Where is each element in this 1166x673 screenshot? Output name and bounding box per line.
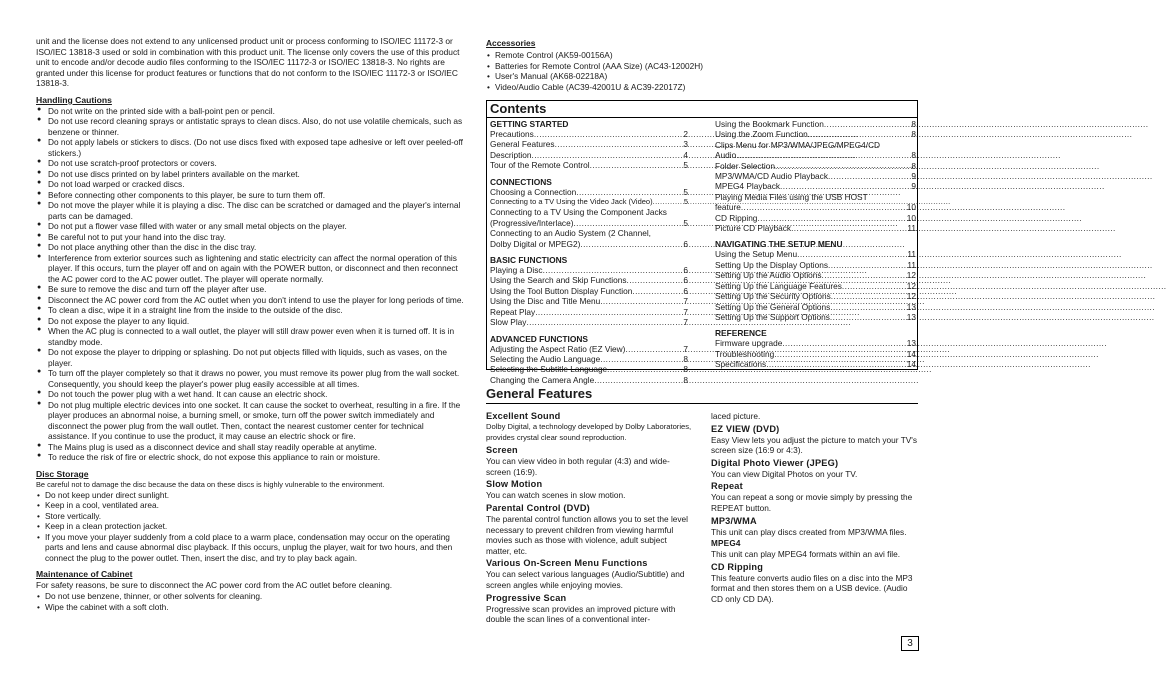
toc-entry-text: Setting Up the General Options (715, 301, 831, 312)
toc-page-number: 8 (683, 353, 688, 364)
handling-caution-item: ● Interference from exterior sources such as lightening and static electricity can affect the normal operation of this player. If this occurs, turn the player off and on again with the POWER button, or disconnect and then reconnect the AC power cord to the AC power outlet. The player will operate normally. (36, 253, 466, 285)
license-paragraph: unit and the license does not extend to any unlicensed product unit or process conforming to ISO/IEC 11172-3 or ISO/IEC 13818-3 used or sold in combination with this product unit. The license only covers the use of this product unit to encode and/or decode audio files conforming to the ISO/IEC 11172-3 or ISO/IEC 13818-3. No rights are granted under this license for product features or functions that do not conform to the ISO/IEC 11172-3 or ISO/IEC 13818-3. (36, 36, 460, 89)
toc-entry[interactable] (715, 223, 916, 233)
toc-entry[interactable] (490, 375, 688, 385)
toc-entry-text: Playing Media Files using the USB HOST (715, 191, 868, 202)
toc-entry[interactable] (490, 218, 688, 228)
toc-leader-dots (791, 223, 906, 233)
toc-page-number: 6 (683, 265, 688, 276)
toc-entry[interactable] (490, 307, 688, 317)
toc-entry[interactable] (490, 150, 688, 160)
toc-leader-dots (828, 260, 906, 270)
toc-leader-dots (782, 338, 905, 348)
toc-entry[interactable] (715, 281, 916, 291)
toc-entry-text: Repeat Play (490, 306, 536, 317)
toc-page-number: 8 (911, 119, 916, 129)
feature-heading: Digital Photo Viewer (JPEG) (711, 457, 839, 468)
toc-leader-dots (532, 150, 683, 160)
feature-heading: Slow Motion (486, 479, 543, 490)
toc-entry-text: Setting Up the Display Options (715, 259, 828, 270)
feature-heading: EZ VIEW (DVD) (711, 423, 780, 434)
toc-page-number: 11 (907, 223, 916, 234)
toc-entry-text: Using the Disc and Title Menu (490, 296, 601, 307)
toc-leader-dots (607, 364, 682, 374)
toc-entry-text: Slow Play (490, 317, 527, 328)
toc-entry[interactable] (715, 119, 916, 129)
storage-intro: Be careful not to damage the disc because the data on these discs is highly vulnerable to the environment. (36, 479, 385, 489)
toc-section-heading: NAVIGATING THE SETUP MENU (715, 239, 843, 250)
toc-entry[interactable] (490, 364, 688, 374)
toc-entry[interactable] (490, 344, 688, 354)
features-right-column (711, 411, 918, 605)
toc-entry[interactable] (490, 275, 688, 285)
cabinet-item: • Do not use benzene, thinner, or other solvents for cleaning. (36, 591, 466, 602)
toc-page-number: 8 (911, 129, 916, 140)
contents-box (486, 100, 918, 385)
handling-heading: Handling Cautions (36, 94, 112, 105)
toc-entry-text: Precautions (490, 129, 534, 139)
toc-leader-dots (797, 249, 906, 259)
toc-page-number: 7 (683, 306, 688, 317)
toc-page-number: 12 (906, 270, 916, 281)
handling-caution-item: ● To reduce the risk of fire or electric shock, do not expose this appliance to rain or moisture. (36, 452, 466, 463)
toc-page-number: 5 (683, 186, 688, 197)
toc-page-number: 12 (906, 280, 916, 291)
toc-page-number: 13 (906, 311, 916, 322)
toc-section-heading: REFERENCE (715, 328, 767, 339)
handling-caution-item: ● The Mains plug is used as a disconnect device and shall stay readily operable at anytime. (36, 442, 466, 453)
toc-leader-dots (580, 239, 682, 249)
handling-caution-item: ● Before connecting other components to this player, be sure to turn them off. (36, 190, 466, 201)
toc-leader-dots (741, 202, 906, 212)
toc-leader-dots (526, 317, 682, 327)
toc-leader-dots (775, 161, 910, 171)
accessory-item: • Remote Control (AK59-00156A) (486, 50, 918, 61)
toc-leader-dots (576, 187, 682, 197)
toc-entry[interactable] (715, 161, 916, 171)
toc-page-number: 8 (911, 160, 916, 171)
toc-entry[interactable] (715, 213, 916, 223)
toc-page-number: 13 (906, 301, 916, 312)
toc-entry-text: Description (490, 149, 532, 160)
toc-entry-text: Setting Up the Audio Options (715, 270, 822, 281)
toc-entry[interactable] (490, 197, 688, 207)
toc-entry[interactable] (715, 302, 916, 312)
toc-entry-text: feature (715, 202, 741, 213)
toc-page-number: 5 (683, 160, 688, 171)
toc-leader-dots (828, 171, 910, 181)
handling-caution-item: ● To clean a disc, wipe it in a straight line from the inside to the outside of the disc. (36, 305, 466, 316)
toc-entry[interactable] (715, 338, 916, 348)
toc-leader-dots (590, 160, 683, 170)
toc-leader-dots (600, 354, 682, 364)
storage-item: • Store vertically. (36, 511, 466, 522)
feature-description: The parental control function allows you to set the level necessary to prevent children from viewing harmful movies such as those with violence, adult subject matter, etc. (486, 513, 689, 556)
handling-caution-item: ● Do not load warped or cracked discs. (36, 179, 466, 190)
toc-entry-text: Folder Selection (715, 160, 775, 171)
toc-entry-text: Firmware upgrade (715, 338, 783, 349)
toc-leader-dots (555, 139, 683, 149)
handling-caution-item: ● Do not use record cleaning sprays or antistatic sprays to clean discs. Also, do not use volatile chemicals, such as benzene or thinner. (36, 116, 466, 137)
storage-list (36, 490, 466, 564)
toc-leader-dots (757, 213, 905, 223)
feature-heading: MPEG4 (711, 539, 741, 549)
toc-entry[interactable] (490, 239, 688, 249)
toc-leader-dots (600, 296, 682, 306)
feature-description: You can view Digital Photos on your TV. (711, 468, 858, 479)
toc-leader-dots (594, 375, 682, 385)
handling-caution-item: ● Do not place anything other than the disc in the disc tray. (36, 242, 466, 253)
toc-page-number: 7 (683, 317, 688, 328)
feature-description: laced picture. (711, 411, 761, 421)
toc-leader-dots (573, 218, 682, 228)
feature-heading: Screen (486, 445, 518, 456)
toc-page-number: 8 (911, 150, 916, 161)
toc-entry-text: Specifications (715, 359, 767, 370)
toc-entry-text: Using the Tool Button Display Function (490, 285, 633, 296)
storage-item: • Keep in a cool, ventilated area. (36, 500, 466, 511)
handling-caution-item: ● Do not put a flower vase filled with water or any small metal objects on the player. (36, 221, 466, 232)
toc-entry-text: Using the Setup Menu (715, 249, 798, 260)
toc-leader-dots (774, 349, 906, 359)
toc-entry[interactable] (490, 354, 688, 364)
toc-entry[interactable] (490, 317, 688, 327)
cabinet-item: • Wipe the cabinet with a soft cloth. (36, 602, 466, 613)
toc-entry[interactable] (490, 286, 688, 296)
toc-entry-text: Tour of the Remote Control (490, 160, 590, 171)
handling-caution-item: ● Do not apply labels or stickers to discs. (Do not use discs fixed with exposed tape adhesive or left over peeled-off stickers.) (36, 137, 466, 158)
toc-entry[interactable] (715, 270, 916, 280)
handling-list (36, 106, 466, 463)
general-features-title: General Features (486, 385, 918, 404)
handling-caution-item: ● When the AC plug is connected to a wall outlet, the player will still draw power even when it is turned off. It is in standby mode. (36, 326, 466, 347)
toc-leader-dots (842, 281, 906, 291)
toc-entry-text: Selecting the Audio Language (490, 353, 601, 364)
toc-entry-text: Setting Up the Language Features (715, 280, 842, 291)
toc-page-number: 12 (906, 291, 916, 302)
accessories-list (486, 50, 918, 92)
feature-heading: Progressive Scan (486, 592, 567, 603)
toc-entry-text: Setting Up the Support Options (715, 311, 830, 322)
features-left-column (486, 411, 693, 625)
toc-entry[interactable] (715, 312, 916, 322)
handling-caution-item: ● Do not use discs printed on by label printers available on the market. (36, 169, 466, 180)
toc-leader-dots (766, 359, 906, 369)
toc-entry[interactable] (715, 249, 916, 259)
toc-page-number: 6 (683, 238, 688, 249)
toc-entry-text: Connecting to a TV Using the Video Jack (Video) (490, 197, 653, 207)
toc-left-column (490, 119, 688, 385)
feature-description: This unit can play discs created from MP3/WMA files. (711, 526, 907, 537)
handling-caution-item: ● Be careful not to put your hand into the disc tray. (36, 232, 466, 243)
toc-entry-text: Changing the Camera Angle (490, 374, 595, 385)
toc-entry[interactable] (490, 187, 688, 197)
toc-page-number: 4 (683, 149, 688, 160)
toc-leader-dots (824, 119, 911, 129)
toc-entry-text: (Progressive/Interlace) (490, 217, 574, 228)
toc-entry-text: Dolby Digital or MPEG2) (490, 238, 581, 249)
toc-page-number: 6 (683, 275, 688, 286)
toc-entry[interactable] (715, 129, 916, 139)
toc-entry[interactable] (715, 291, 916, 301)
feature-description: You can watch scenes in slow motion. (486, 490, 626, 501)
toc-page-number: 8 (683, 364, 688, 375)
storage-item: • If you move your player suddenly from a cold place to a warm place, condensation may occur on the operating parts and lens and cause abnormal disc playback. If this occurs, unplug the player, wait for two hours, and then connect the plug to the power outlet. Then, insert the disc, and try to play back again. (36, 532, 466, 564)
feature-description: Easy View lets you adjust the picture to match your TV's screen size (16:9 or 4:3). (711, 434, 918, 456)
toc-page-number: 7 (683, 343, 688, 354)
toc-leader-dots (736, 150, 910, 160)
toc-page-number: 10 (906, 212, 916, 223)
toc-entry-text: Picture CD Playback (715, 223, 792, 234)
toc-leader-dots (780, 181, 910, 191)
toc-entry-text: Using the Search and Skip Functions (490, 275, 627, 286)
storage-item: • Do not keep under direct sunlight. (36, 490, 466, 501)
toc-section-heading: CONNECTIONS (490, 176, 552, 187)
toc-leader-dots (808, 129, 911, 139)
toc-entry[interactable] (715, 150, 916, 160)
toc-leader-dots (830, 302, 905, 312)
right-column (486, 0, 918, 92)
toc-page-number: 11 (907, 259, 916, 270)
handling-caution-item: ● Disconnect the AC power cord from the AC outlet when you don't intend to use the player for long periods of time. (36, 295, 466, 306)
toc-entry[interactable] (490, 265, 688, 275)
toc-entry-text: Using the Zoom Function (715, 129, 808, 140)
feature-heading: CD Ripping (711, 561, 764, 572)
cabinet-intro: For safety reasons, be sure to disconnect the AC power cord from the AC outlet before cleaning. (36, 580, 393, 591)
toc-leader-dots (535, 307, 682, 317)
handling-caution-item: ● Do not expose the player to dripping or splashing. Do not put objects filled with liquids, such as vases, on the player. (36, 347, 466, 368)
toc-entry-text: Connecting to a TV Using the Component Jacks (490, 207, 667, 218)
feature-description: You can view video in both regular (4:3) and wide-screen (16:9). (486, 456, 670, 477)
toc-entry[interactable] (490, 139, 688, 149)
toc-page-number: 5 (683, 197, 688, 207)
toc-page-number: 9 (911, 181, 916, 192)
page-number: 3 (901, 636, 919, 651)
accessory-item: • Video/Audio Cable (AC39-42001U & AC39-22017Z) (486, 82, 918, 93)
toc-page-number: 13 (906, 338, 916, 349)
toc-page-number: 10 (906, 202, 916, 213)
feature-heading: Various On-Screen Menu Functions (486, 558, 648, 569)
toc-entry[interactable] (490, 296, 688, 306)
toc-entry[interactable] (715, 260, 916, 270)
toc-page-number: 7 (683, 296, 688, 307)
toc-entry[interactable] (715, 181, 916, 191)
toc-leader-dots (830, 312, 906, 322)
accessory-item: • User's Manual (AK68-02218A) (486, 71, 918, 82)
toc-entry[interactable] (715, 171, 916, 181)
feature-description: You can repeat a song or movie simply by pressing the REPEAT button. (711, 492, 913, 513)
toc-entry-text: Choosing a Connection (490, 186, 577, 197)
cabinet-list (36, 591, 466, 612)
toc-page-number: 8 (683, 374, 688, 385)
feature-description: Dolby Digital, a technology developed by Dolby Laboratories, provides crystal clear sound reproduction. (486, 422, 692, 442)
toc-page-number: 14 (906, 359, 916, 370)
feature-heading: Repeat (711, 481, 743, 492)
toc-entry[interactable] (490, 129, 688, 139)
feature-heading: Excellent Sound (486, 411, 561, 421)
storage-heading: Disc Storage (36, 468, 89, 479)
toc-entry-text: Troubleshooting (715, 348, 775, 359)
toc-entry-text: Audio (715, 150, 737, 161)
handling-caution-item: ● Do not plug multiple electric devices into one socket. It can cause the socket to overheat, resulting in a fire. If the player produces an abnormal noise, a burning smell, or smoke, turn off the power switch immediately and disconnect the power plug from the wall outlet. Then, contact the nearest customer center for technical assistance. If you continue to use the product, it may cause an electric shock or fire. (36, 400, 466, 442)
left-column (36, 0, 466, 612)
storage-item: • Keep in a clean protection jacket. (36, 521, 466, 532)
feature-description: This feature converts audio files on a disc into the MP3 format and then stores them on a USB device. (Audio CD only CD DA). (711, 572, 913, 604)
feature-description: Progressive scan provides an improved picture with double the scan lines of a conventional inter- (486, 603, 676, 625)
contents-title: Contents (487, 101, 917, 118)
toc-entry-text: Setting Up the Security Options (715, 291, 831, 302)
toc-entry-text: Adjusting the Aspect Ratio (EZ View) (490, 343, 626, 354)
toc-entry-text: Connecting to an Audio System (2 Channel, (490, 228, 651, 239)
feature-heading: Parental Control (DVD) (486, 502, 590, 513)
toc-section-heading: BASIC FUNCTIONS (490, 255, 568, 266)
accessories-heading: Accessories (486, 38, 536, 48)
feature-description: You can select various languages (Audio/Subtitle) and screen angles while enjoying movies. (486, 569, 685, 590)
toc-entry-text: MPEG4 Playback (715, 181, 781, 192)
handling-caution-item: ● Be sure to remove the disc and turn off the player after use. (36, 284, 466, 295)
toc-entry[interactable] (715, 202, 916, 212)
toc-page-number: 9 (911, 171, 916, 182)
toc-leader-dots (653, 197, 683, 207)
toc-entry-text: General Features (490, 139, 555, 150)
toc-entry-text: Using the Bookmark Function (715, 119, 824, 129)
toc-leader-dots (632, 286, 682, 296)
toc-leader-dots (822, 270, 906, 280)
toc-page-number: 3 (683, 139, 688, 150)
toc-page-number: 5 (683, 217, 688, 228)
toc-leader-dots (625, 344, 682, 354)
handling-caution-item: ● Do not expose the player to any liquid. (36, 316, 466, 327)
toc-entry-text: Clips Menu for MP3/WMA/JPEG/MPEG4/CD (715, 139, 881, 150)
toc-section-heading: ADVANCED FUNCTIONS (490, 333, 589, 344)
handling-caution-item: ● Do not touch the power plug with a wet hand. It can cause an electric shock. (36, 389, 466, 400)
accessory-item: • Batteries for Remote Control (AAA Size) (AC43-12002H) (486, 61, 918, 72)
toc-entry[interactable] (715, 359, 916, 369)
toc-page-number: 6 (683, 285, 688, 296)
toc-entry-text: MP3/WMA/CD Audio Playback (715, 171, 828, 182)
feature-heading: MP3/WMA (711, 515, 757, 526)
toc-leader-dots (543, 265, 683, 275)
cabinet-heading: Maintenance of Cabinet (36, 569, 133, 580)
handling-caution-item: ● Do not move the player while it is playing a disc. The disc can be scratched or damaged and the player's internal parts can be damaged. (36, 200, 466, 221)
toc-entry[interactable] (715, 349, 916, 359)
handling-caution-item: ● Do not use scratch-proof protectors or covers. (36, 158, 466, 169)
toc-entry[interactable] (490, 160, 688, 170)
feature-description: This unit can play MPEG4 formats within an avi file. (711, 549, 901, 560)
toc-entry-text: Selecting the Subtitle Language (490, 364, 608, 375)
toc-leader-dots (534, 129, 683, 139)
toc-leader-dots (627, 275, 683, 285)
toc-page-number: 14 (906, 348, 916, 359)
toc-entry-text: CD Ripping (715, 212, 758, 223)
toc-page-number: 2 (683, 129, 688, 139)
toc-section-heading: GETTING STARTED (490, 119, 569, 129)
toc-leader-dots (831, 291, 906, 301)
handling-caution-item: ● To turn off the player completely so that it draws no power, you must remove its power plug from the wall socket. Consequently, you should keep the player's power plug easily accessible at all times. (36, 368, 466, 389)
handling-caution-item: ● Do not write on the printed side with a ball-point pen or pencil. (36, 106, 466, 117)
toc-right-column (715, 119, 916, 370)
toc-entry-text: Playing a Disc (490, 265, 543, 276)
toc-page-number: 11 (907, 249, 916, 260)
